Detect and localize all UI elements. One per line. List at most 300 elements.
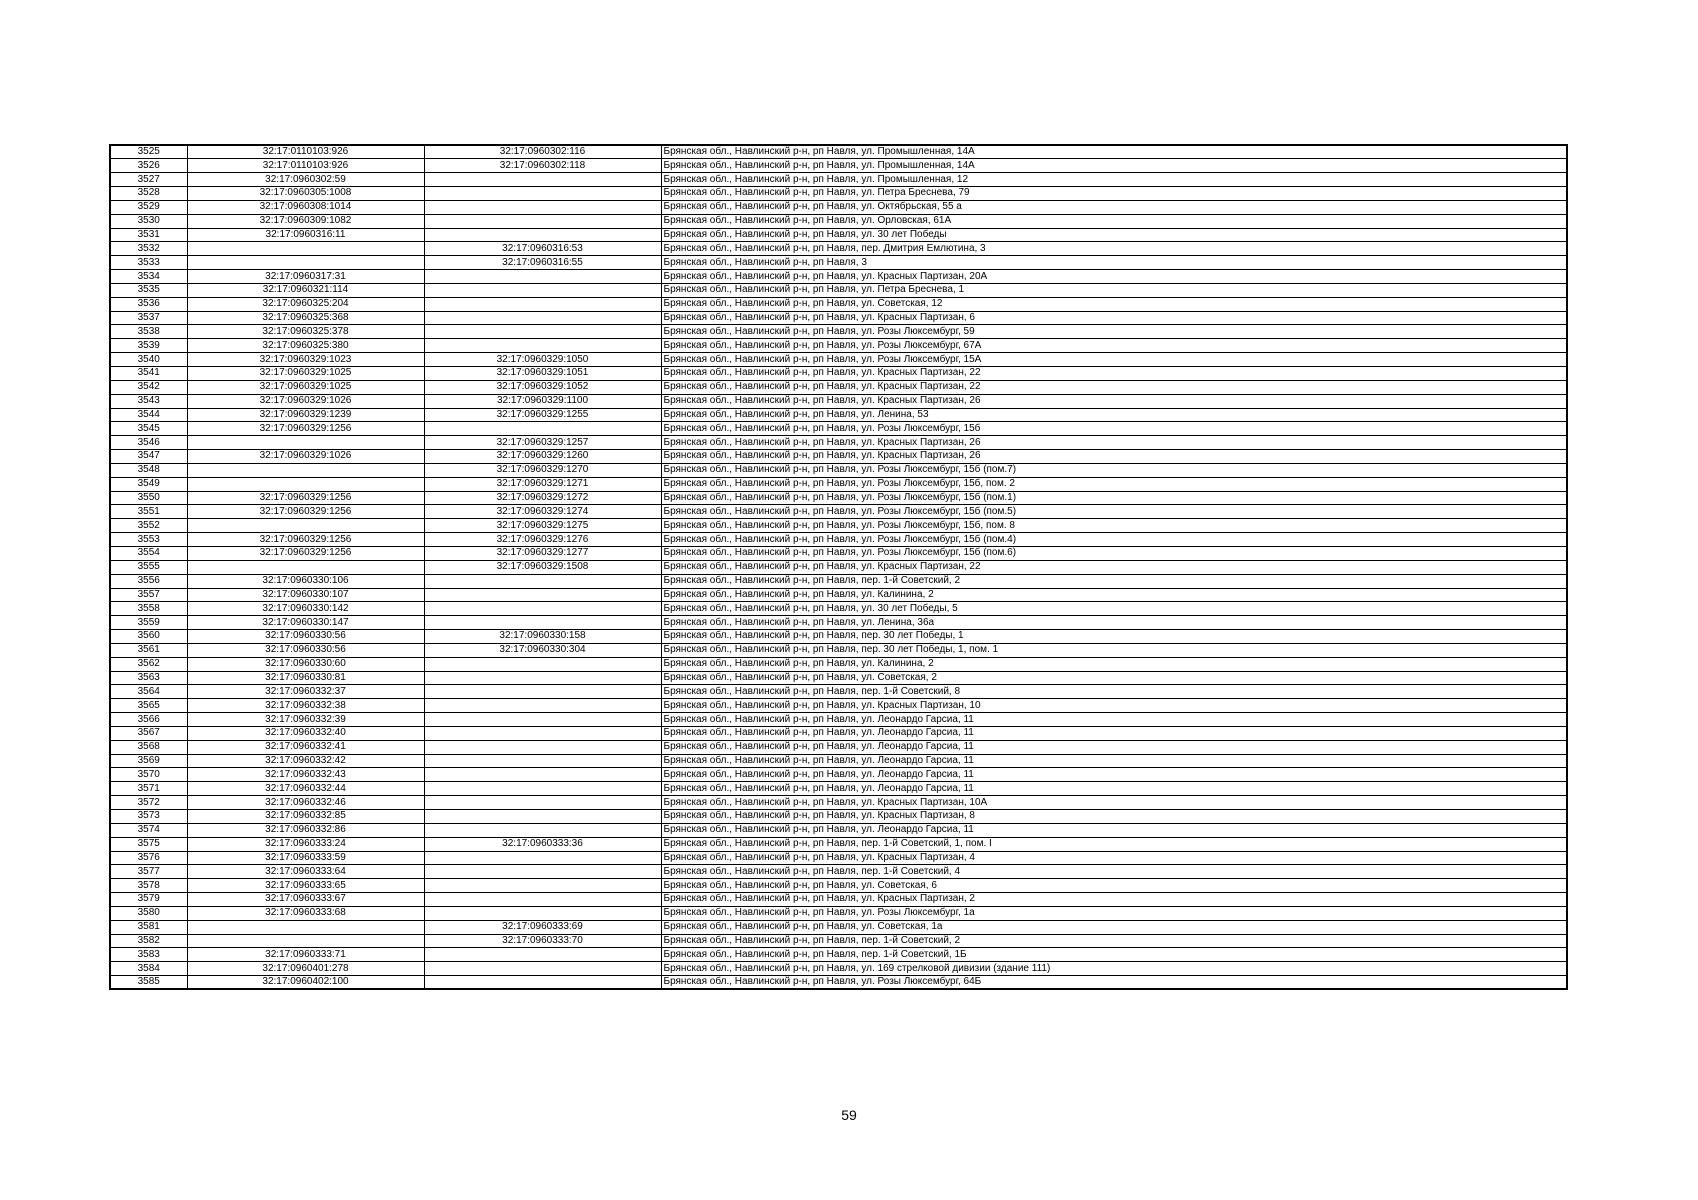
cadastral-number-cell: 32:17:0960401:278 [187, 962, 424, 976]
row-number-cell: 3562 [110, 657, 187, 671]
cadastral-number-cell: 32:17:0110103:926 [187, 145, 424, 159]
cadastral-number-cell: 32:17:0960329:1025 [187, 380, 424, 394]
page-number: 59 [841, 1107, 857, 1123]
address-cell: Брянская обл., Навлинский р-н, рп Навля, пер. 30 лет Победы, 1, пом. 1 [661, 643, 1567, 657]
address-cell: Брянская обл., Навлинский р-н, рп Навля, ул. Красных Партизан, 22 [661, 367, 1567, 381]
cadastral-number-cell: 32:17:0960329:1026 [187, 394, 424, 408]
address-cell: Брянская обл., Навлинский р-н, рп Навля, ул. Леонардо Гарсиа, 11 [661, 782, 1567, 796]
row-number-cell: 3584 [110, 962, 187, 976]
related-cadastral-number-cell [424, 851, 661, 865]
table-row [110, 394, 1567, 408]
cadastral-number-cell: 32:17:0960325:378 [187, 325, 424, 339]
cadastral-number-cell [187, 436, 424, 450]
table-row [110, 754, 1567, 768]
row-number-cell: 3579 [110, 893, 187, 907]
address-cell: Брянская обл., Навлинский р-н, рп Навля, пер. 1-й Советский, 2 [661, 934, 1567, 948]
address-cell: Брянская обл., Навлинский р-н, рп Навля, ул. 169 стрелковой дивизии (здание 111) [661, 962, 1567, 976]
related-cadastral-number-cell [424, 726, 661, 740]
table-row [110, 505, 1567, 519]
table-row [110, 325, 1567, 339]
cadastral-number-cell: 32:17:0960333:59 [187, 851, 424, 865]
table-row [110, 270, 1567, 284]
row-number-cell: 3544 [110, 408, 187, 422]
related-cadastral-number-cell [424, 713, 661, 727]
related-cadastral-number-cell [424, 893, 661, 907]
table-row [110, 283, 1567, 297]
table-row [110, 906, 1567, 920]
related-cadastral-number-cell [424, 339, 661, 353]
row-number-cell: 3569 [110, 754, 187, 768]
row-number-cell: 3572 [110, 796, 187, 810]
related-cadastral-number-cell: 32:17:0960329:1100 [424, 394, 661, 408]
cadastral-number-cell: 32:17:0960330:56 [187, 643, 424, 657]
row-number-cell: 3526 [110, 159, 187, 173]
table-row [110, 256, 1567, 270]
address-cell: Брянская обл., Навлинский р-н, рп Навля, ул. Советская, 6 [661, 879, 1567, 893]
related-cadastral-number-cell [424, 810, 661, 824]
table-row [110, 477, 1567, 491]
related-cadastral-number-cell [424, 270, 661, 284]
row-number-cell: 3558 [110, 602, 187, 616]
address-cell: Брянская обл., Навлинский р-н, рп Навля, ул. 30 лет Победы, 5 [661, 602, 1567, 616]
related-cadastral-number-cell: 32:17:0960302:118 [424, 159, 661, 173]
row-number-cell: 3561 [110, 643, 187, 657]
address-cell: Брянская обл., Навлинский р-н, рп Навля, ул. Петра Бреснева, 79 [661, 187, 1567, 201]
address-cell: Брянская обл., Навлинский р-н, рп Навля, ул. Розы Люксембург, 64Б [661, 976, 1567, 990]
row-number-cell: 3560 [110, 630, 187, 644]
related-cadastral-number-cell [424, 685, 661, 699]
table-row [110, 726, 1567, 740]
table-row [110, 574, 1567, 588]
row-number-cell: 3547 [110, 450, 187, 464]
cadastral-number-cell: 32:17:0960332:43 [187, 768, 424, 782]
address-cell: Брянская обл., Навлинский р-н, рп Навля, ул. Леонардо Гарсиа, 11 [661, 754, 1567, 768]
table-row [110, 920, 1567, 934]
cadastral-number-cell: 32:17:0960309:1082 [187, 214, 424, 228]
cadastral-number-cell: 32:17:0960333:24 [187, 837, 424, 851]
row-number-cell: 3552 [110, 519, 187, 533]
cadastral-number-cell: 32:17:0960332:40 [187, 726, 424, 740]
cadastral-number-cell: 32:17:0960332:86 [187, 823, 424, 837]
related-cadastral-number-cell [424, 187, 661, 201]
related-cadastral-number-cell [424, 325, 661, 339]
address-cell: Брянская обл., Навлинский р-н, рп Навля, пер. 1-й Советский, 1, пом. I [661, 837, 1567, 851]
related-cadastral-number-cell [424, 228, 661, 242]
table-row [110, 796, 1567, 810]
address-cell: Брянская обл., Навлинский р-н, рп Навля, ул. Розы Люксембург, 15б, пом. 8 [661, 519, 1567, 533]
row-number-cell: 3568 [110, 740, 187, 754]
related-cadastral-number-cell [424, 422, 661, 436]
related-cadastral-number-cell [424, 297, 661, 311]
address-cell: Брянская обл., Навлинский р-н, рп Навля, ул. Ленина, 53 [661, 408, 1567, 422]
related-cadastral-number-cell: 32:17:0960329:1274 [424, 505, 661, 519]
cadastral-number-cell: 32:17:0960329:1026 [187, 450, 424, 464]
address-cell: Брянская обл., Навлинский р-н, рп Навля, ул. Красных Партизан, 22 [661, 380, 1567, 394]
cadastral-number-cell: 32:17:0960321:114 [187, 283, 424, 297]
row-number-cell: 3564 [110, 685, 187, 699]
cadastral-number-cell: 32:17:0960330:107 [187, 588, 424, 602]
cadastral-number-cell: 32:17:0960333:65 [187, 879, 424, 893]
table-row [110, 616, 1567, 630]
table-row [110, 214, 1567, 228]
cadastral-number-cell: 32:17:0960329:1256 [187, 546, 424, 560]
related-cadastral-number-cell [424, 976, 661, 990]
row-number-cell: 3525 [110, 145, 187, 159]
cadastral-number-cell: 32:17:0960332:39 [187, 713, 424, 727]
cadastral-number-cell [187, 463, 424, 477]
table-row [110, 837, 1567, 851]
related-cadastral-number-cell: 32:17:0960329:1260 [424, 450, 661, 464]
row-number-cell: 3575 [110, 837, 187, 851]
row-number-cell: 3527 [110, 173, 187, 187]
cadastral-number-cell [187, 242, 424, 256]
address-cell: Брянская обл., Навлинский р-н, рп Навля, ул. Красных Партизан, 26 [661, 450, 1567, 464]
row-number-cell: 3529 [110, 200, 187, 214]
table-row [110, 519, 1567, 533]
related-cadastral-number-cell [424, 865, 661, 879]
address-cell: Брянская обл., Навлинский р-н, рп Навля, ул. Красных Партизан, 10 [661, 699, 1567, 713]
table-row [110, 187, 1567, 201]
table-row [110, 242, 1567, 256]
address-cell: Брянская обл., Навлинский р-н, рп Навля, ул. Розы Люксембург, 15б (пом.5) [661, 505, 1567, 519]
related-cadastral-number-cell: 32:17:0960329:1271 [424, 477, 661, 491]
cadastral-number-cell [187, 934, 424, 948]
address-cell: Брянская обл., Навлинский р-н, рп Навля, ул. Розы Люксембург, 15б (пом.7) [661, 463, 1567, 477]
table-row [110, 685, 1567, 699]
related-cadastral-number-cell [424, 173, 661, 187]
table-row [110, 297, 1567, 311]
table-row [110, 560, 1567, 574]
related-cadastral-number-cell [424, 574, 661, 588]
related-cadastral-number-cell: 32:17:0960333:36 [424, 837, 661, 851]
cadastral-number-cell: 32:17:0960329:1256 [187, 533, 424, 547]
table-row [110, 408, 1567, 422]
related-cadastral-number-cell: 32:17:0960333:69 [424, 920, 661, 934]
related-cadastral-number-cell [424, 200, 661, 214]
related-cadastral-number-cell [424, 740, 661, 754]
cadastral-number-cell: 32:17:0960325:204 [187, 297, 424, 311]
address-cell: Брянская обл., Навлинский р-н, рп Навля, ул. Леонардо Гарсиа, 11 [661, 823, 1567, 837]
row-number-cell: 3576 [110, 851, 187, 865]
address-cell: Брянская обл., Навлинский р-н, рп Навля, пер. 1-й Советский, 1Б [661, 948, 1567, 962]
cadastral-number-cell [187, 560, 424, 574]
related-cadastral-number-cell: 32:17:0960329:1050 [424, 353, 661, 367]
row-number-cell: 3537 [110, 311, 187, 325]
table-row [110, 768, 1567, 782]
cadastral-number-cell [187, 519, 424, 533]
table-row [110, 643, 1567, 657]
cadastral-number-cell: 32:17:0960332:46 [187, 796, 424, 810]
row-number-cell: 3573 [110, 810, 187, 824]
row-number-cell: 3550 [110, 491, 187, 505]
row-number-cell: 3536 [110, 297, 187, 311]
address-cell: Брянская обл., Навлинский р-н, рп Навля, ул. Октябрьская, 55 а [661, 200, 1567, 214]
table-row [110, 713, 1567, 727]
row-number-cell: 3534 [110, 270, 187, 284]
row-number-cell: 3585 [110, 976, 187, 990]
related-cadastral-number-cell [424, 948, 661, 962]
table-row [110, 145, 1567, 159]
related-cadastral-number-cell [424, 311, 661, 325]
address-cell: Брянская обл., Навлинский р-н, рп Навля, 3 [661, 256, 1567, 270]
address-cell: Брянская обл., Навлинский р-н, рп Навля, ул. Красных Партизан, 4 [661, 851, 1567, 865]
cadastral-number-cell: 32:17:0960305:1008 [187, 187, 424, 201]
cadastral-number-cell: 32:17:0960330:81 [187, 671, 424, 685]
row-number-cell: 3583 [110, 948, 187, 962]
row-number-cell: 3577 [110, 865, 187, 879]
table-row [110, 782, 1567, 796]
related-cadastral-number-cell: 32:17:0960333:70 [424, 934, 661, 948]
address-cell: Брянская обл., Навлинский р-н, рп Навля, ул. Розы Люксембург, 15А [661, 353, 1567, 367]
related-cadastral-number-cell: 32:17:0960329:1270 [424, 463, 661, 477]
row-number-cell: 3528 [110, 187, 187, 201]
related-cadastral-number-cell: 32:17:0960329:1052 [424, 380, 661, 394]
row-number-cell: 3557 [110, 588, 187, 602]
related-cadastral-number-cell [424, 588, 661, 602]
cadastral-number-cell: 32:17:0110103:926 [187, 159, 424, 173]
registry-table [109, 144, 1568, 990]
address-cell: Брянская обл., Навлинский р-н, рп Навля, ул. Ленина, 36а [661, 616, 1567, 630]
address-cell: Брянская обл., Навлинский р-н, рп Навля, ул. 30 лет Победы [661, 228, 1567, 242]
row-number-cell: 3571 [110, 782, 187, 796]
related-cadastral-number-cell [424, 906, 661, 920]
row-number-cell: 3548 [110, 463, 187, 477]
table-row [110, 588, 1567, 602]
row-number-cell: 3549 [110, 477, 187, 491]
address-cell: Брянская обл., Навлинский р-н, рп Навля, пер. Дмитрия Емлютина, 3 [661, 242, 1567, 256]
address-cell: Брянская обл., Навлинский р-н, рп Навля, ул. Петра Бреснева, 1 [661, 283, 1567, 297]
cadastral-number-cell: 32:17:0960332:41 [187, 740, 424, 754]
address-cell: Брянская обл., Навлинский р-н, рп Навля, ул. Розы Люксембург, 67А [661, 339, 1567, 353]
cadastral-number-cell: 32:17:0960325:368 [187, 311, 424, 325]
related-cadastral-number-cell [424, 671, 661, 685]
address-cell: Брянская обл., Навлинский р-н, рп Навля, ул. Промышленная, 12 [661, 173, 1567, 187]
row-number-cell: 3531 [110, 228, 187, 242]
table-row [110, 657, 1567, 671]
cadastral-number-cell: 32:17:0960333:68 [187, 906, 424, 920]
table-row [110, 159, 1567, 173]
related-cadastral-number-cell [424, 768, 661, 782]
related-cadastral-number-cell [424, 616, 661, 630]
table-row [110, 491, 1567, 505]
related-cadastral-number-cell [424, 796, 661, 810]
related-cadastral-number-cell: 32:17:0960302:116 [424, 145, 661, 159]
address-cell: Брянская обл., Навлинский р-н, рп Навля, ул. Красных Партизан, 2 [661, 893, 1567, 907]
row-number-cell: 3542 [110, 380, 187, 394]
table-row [110, 311, 1567, 325]
cadastral-number-cell: 32:17:0960330:142 [187, 602, 424, 616]
related-cadastral-number-cell: 32:17:0960316:53 [424, 242, 661, 256]
cadastral-number-cell: 32:17:0960302:59 [187, 173, 424, 187]
cadastral-number-cell: 32:17:0960329:1256 [187, 491, 424, 505]
cadastral-number-cell: 32:17:0960329:1025 [187, 367, 424, 381]
address-cell: Брянская обл., Навлинский р-н, рп Навля, ул. Советская, 1а [661, 920, 1567, 934]
row-number-cell: 3539 [110, 339, 187, 353]
related-cadastral-number-cell: 32:17:0960316:55 [424, 256, 661, 270]
table-row [110, 463, 1567, 477]
address-cell: Брянская обл., Навлинский р-н, рп Навля, ул. Розы Люксембург, 59 [661, 325, 1567, 339]
address-cell: Брянская обл., Навлинский р-н, рп Навля, ул. Розы Люксембург, 1а [661, 906, 1567, 920]
table-row [110, 823, 1567, 837]
cadastral-number-cell: 32:17:0960316:11 [187, 228, 424, 242]
address-cell: Брянская обл., Навлинский р-н, рп Навля, ул. Калинина, 2 [661, 657, 1567, 671]
table-row [110, 893, 1567, 907]
address-cell: Брянская обл., Навлинский р-н, рп Навля, ул. Советская, 12 [661, 297, 1567, 311]
address-cell: Брянская обл., Навлинский р-н, рп Навля, ул. Розы Люксембург, 15б (пом.4) [661, 533, 1567, 547]
row-number-cell: 3541 [110, 367, 187, 381]
row-number-cell: 3566 [110, 713, 187, 727]
table-row [110, 740, 1567, 754]
cadastral-number-cell: 32:17:0960330:60 [187, 657, 424, 671]
address-cell: Брянская обл., Навлинский р-н, рп Навля, ул. Розы Люксембург, 15б, пом. 2 [661, 477, 1567, 491]
address-cell: Брянская обл., Навлинский р-н, рп Навля, ул. Леонардо Гарсиа, 11 [661, 768, 1567, 782]
cadastral-number-cell: 32:17:0960330:147 [187, 616, 424, 630]
related-cadastral-number-cell: 32:17:0960330:304 [424, 643, 661, 657]
table-row [110, 533, 1567, 547]
table-row [110, 546, 1567, 560]
cadastral-number-cell: 32:17:0960332:38 [187, 699, 424, 713]
cadastral-number-cell: 32:17:0960329:1256 [187, 505, 424, 519]
row-number-cell: 3538 [110, 325, 187, 339]
row-number-cell: 3582 [110, 934, 187, 948]
cadastral-number-cell [187, 477, 424, 491]
row-number-cell: 3554 [110, 546, 187, 560]
related-cadastral-number-cell: 32:17:0960329:1255 [424, 408, 661, 422]
address-cell: Брянская обл., Навлинский р-н, рп Навля, пер. 1-й Советский, 8 [661, 685, 1567, 699]
address-cell: Брянская обл., Навлинский р-н, рп Навля, ул. Розы Люксембург, 15б [661, 422, 1567, 436]
address-cell: Брянская обл., Навлинский р-н, рп Навля, пер. 1-й Советский, 2 [661, 574, 1567, 588]
address-cell: Брянская обл., Навлинский р-н, рп Навля, пер. 30 лет Победы, 1 [661, 630, 1567, 644]
related-cadastral-number-cell [424, 823, 661, 837]
address-cell: Брянская обл., Навлинский р-н, рп Навля, ул. Красных Партизан, 10А [661, 796, 1567, 810]
table-row [110, 422, 1567, 436]
row-number-cell: 3555 [110, 560, 187, 574]
address-cell: Брянская обл., Навлинский р-н, рп Навля, ул. Леонардо Гарсиа, 11 [661, 726, 1567, 740]
table-row [110, 976, 1567, 990]
table-row [110, 173, 1567, 187]
related-cadastral-number-cell [424, 283, 661, 297]
row-number-cell: 3581 [110, 920, 187, 934]
cadastral-number-cell: 32:17:0960330:106 [187, 574, 424, 588]
row-number-cell: 3574 [110, 823, 187, 837]
related-cadastral-number-cell [424, 879, 661, 893]
cadastral-number-cell: 32:17:0960332:42 [187, 754, 424, 768]
table-row [110, 699, 1567, 713]
related-cadastral-number-cell [424, 214, 661, 228]
table-row [110, 810, 1567, 824]
row-number-cell: 3551 [110, 505, 187, 519]
row-number-cell: 3580 [110, 906, 187, 920]
cadastral-number-cell: 32:17:0960329:1023 [187, 353, 424, 367]
row-number-cell: 3553 [110, 533, 187, 547]
cadastral-number-cell [187, 920, 424, 934]
address-cell: Брянская обл., Навлинский р-н, рп Навля, пер. 1-й Советский, 4 [661, 865, 1567, 879]
table-row [110, 367, 1567, 381]
cadastral-number-cell: 32:17:0960329:1256 [187, 422, 424, 436]
related-cadastral-number-cell: 32:17:0960329:1277 [424, 546, 661, 560]
cadastral-number-cell: 32:17:0960332:85 [187, 810, 424, 824]
row-number-cell: 3556 [110, 574, 187, 588]
table-row [110, 200, 1567, 214]
table-row [110, 436, 1567, 450]
related-cadastral-number-cell: 32:17:0960329:1275 [424, 519, 661, 533]
address-cell: Брянская обл., Навлинский р-н, рп Навля, ул. Розы Люксембург, 15б (пом.1) [661, 491, 1567, 505]
cadastral-number-cell: 32:17:0960329:1239 [187, 408, 424, 422]
address-cell: Брянская обл., Навлинский р-н, рп Навля, ул. Калинина, 2 [661, 588, 1567, 602]
row-number-cell: 3535 [110, 283, 187, 297]
address-cell: Брянская обл., Навлинский р-н, рп Навля, ул. Красных Партизан, 26 [661, 436, 1567, 450]
address-cell: Брянская обл., Навлинский р-н, рп Навля, ул. Красных Партизан, 22 [661, 560, 1567, 574]
row-number-cell: 3530 [110, 214, 187, 228]
table-row [110, 851, 1567, 865]
cadastral-number-cell: 32:17:0960333:67 [187, 893, 424, 907]
address-cell: Брянская обл., Навлинский р-н, рп Навля, ул. Советская, 2 [661, 671, 1567, 685]
row-number-cell: 3533 [110, 256, 187, 270]
table-row [110, 962, 1567, 976]
row-number-cell: 3559 [110, 616, 187, 630]
address-cell: Брянская обл., Навлинский р-н, рп Навля, ул. Леонардо Гарсиа, 11 [661, 740, 1567, 754]
row-number-cell: 3578 [110, 879, 187, 893]
cadastral-number-cell: 32:17:0960330:56 [187, 630, 424, 644]
cadastral-number-cell: 32:17:0960402:100 [187, 976, 424, 990]
row-number-cell: 3532 [110, 242, 187, 256]
address-cell: Брянская обл., Навлинский р-н, рп Навля, ул. Промышленная, 14А [661, 159, 1567, 173]
table-row [110, 380, 1567, 394]
related-cadastral-number-cell [424, 657, 661, 671]
related-cadastral-number-cell: 32:17:0960330:158 [424, 630, 661, 644]
related-cadastral-number-cell: 32:17:0960329:1051 [424, 367, 661, 381]
row-number-cell: 3546 [110, 436, 187, 450]
cadastral-number-cell: 32:17:0960317:31 [187, 270, 424, 284]
cadastral-number-cell: 32:17:0960308:1014 [187, 200, 424, 214]
row-number-cell: 3570 [110, 768, 187, 782]
table-row [110, 879, 1567, 893]
row-number-cell: 3540 [110, 353, 187, 367]
row-number-cell: 3567 [110, 726, 187, 740]
related-cadastral-number-cell: 32:17:0960329:1272 [424, 491, 661, 505]
address-cell: Брянская обл., Навлинский р-н, рп Навля, ул. Орловская, 61А [661, 214, 1567, 228]
related-cadastral-number-cell: 32:17:0960329:1257 [424, 436, 661, 450]
related-cadastral-number-cell [424, 782, 661, 796]
table-row [110, 228, 1567, 242]
table-row [110, 948, 1567, 962]
table-row [110, 450, 1567, 464]
row-number-cell: 3565 [110, 699, 187, 713]
address-cell: Брянская обл., Навлинский р-н, рп Навля, ул. Красных Партизан, 20А [661, 270, 1567, 284]
row-number-cell: 3545 [110, 422, 187, 436]
related-cadastral-number-cell [424, 754, 661, 768]
table-row [110, 339, 1567, 353]
address-cell: Брянская обл., Навлинский р-н, рп Навля, ул. Розы Люксембург, 15б (пом.6) [661, 546, 1567, 560]
cadastral-number-cell [187, 256, 424, 270]
table-row [110, 934, 1567, 948]
row-number-cell: 3543 [110, 394, 187, 408]
related-cadastral-number-cell [424, 699, 661, 713]
row-number-cell: 3563 [110, 671, 187, 685]
cadastral-number-cell: 32:17:0960332:44 [187, 782, 424, 796]
cadastral-number-cell: 32:17:0960333:71 [187, 948, 424, 962]
cadastral-number-cell: 32:17:0960325:380 [187, 339, 424, 353]
cadastral-number-cell: 32:17:0960333:64 [187, 865, 424, 879]
address-cell: Брянская обл., Навлинский р-н, рп Навля, ул. Красных Партизан, 26 [661, 394, 1567, 408]
related-cadastral-number-cell [424, 962, 661, 976]
table-row [110, 602, 1567, 616]
related-cadastral-number-cell [424, 602, 661, 616]
address-cell: Брянская обл., Навлинский р-н, рп Навля, ул. Красных Партизан, 8 [661, 810, 1567, 824]
table-row [110, 865, 1567, 879]
address-cell: Брянская обл., Навлинский р-н, рп Навля, ул. Промышленная, 14А [661, 145, 1567, 159]
registry-body [110, 145, 1567, 989]
